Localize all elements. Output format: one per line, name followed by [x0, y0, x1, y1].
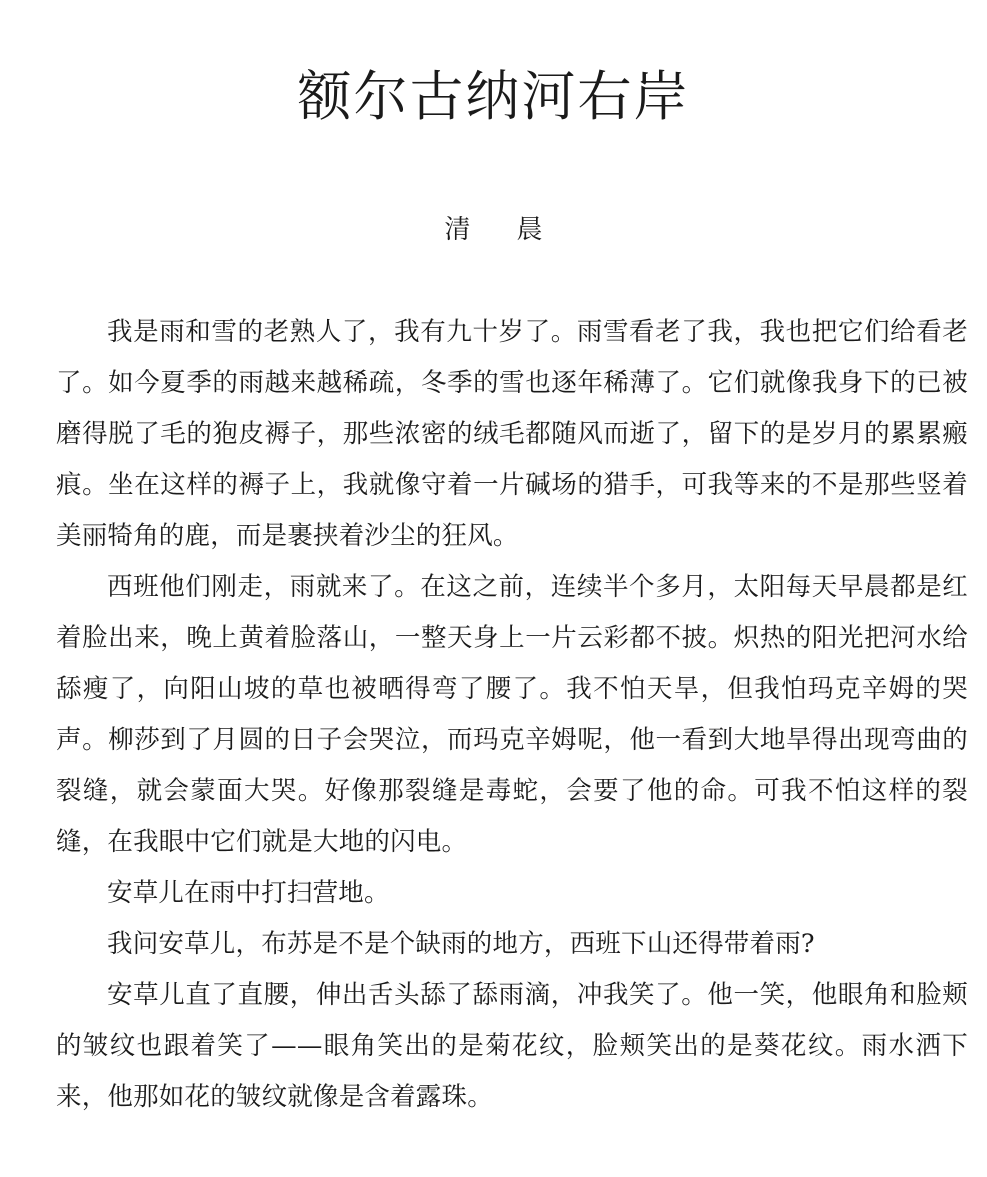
paragraph: 我是雨和雪的老熟人了，我有九十岁了。雨雪看老了我，我也把它们给看老了。如今夏季的雨越来越稀疏，冬季的雪也逐年稀薄了。它们就像我身下的已被磨得脱了毛的狍皮褥子，那些浓密的绒毛都随风而逝了，留下的是岁月的累累瘢痕。坐在这样的褥子上，我就像守着一片碱场的猎手，可我等来的不是那些竖着美丽犄角的鹿，而是裹挟着沙尘的狂风。: [56, 317, 968, 551]
paragraph: 安草儿直了直腰，伸出舌头舔了舔雨滴，冲我笑了。他一笑，他眼角和脸颊的皱纹也跟着笑了——眼角笑出的是菊花纹，脸颊笑出的是葵花纹。雨水洒下来，他那如花的皱纹就像是含着露珠。: [56, 980, 968, 1112]
page-title: 额尔古纳河右岸: [297, 65, 690, 128]
paragraph: 我问安草儿，布苏是不是个缺雨的地方，西班下山还得带着雨?: [107, 929, 815, 959]
author-name: 清晨: [444, 215, 589, 245]
paragraph: 安草儿在雨中打扫营地。: [107, 878, 390, 908]
body-text: [56, 307, 968, 1123]
paragraph: 西班他们刚走，雨就来了。在这之前，连续半个多月，太阳每天早晨都是红着脸出来，晚上黄着脸落山，一整天身上一片云彩都不披。炽热的阳光把河水给舔瘦了，向阳山坡的草也被晒得弯了腰了。我不怕天旱，但我怕玛克辛姆的哭声。柳莎到了月圆的日子会哭泣，而玛克辛姆呢，他一看到大地旱得出现弯曲的裂缝，就会蒙面大哭。好像那裂缝是毒蛇，会要了他的命。可我不怕这样的裂缝，在我眼中它们就是大地的闪电。: [56, 572, 968, 857]
